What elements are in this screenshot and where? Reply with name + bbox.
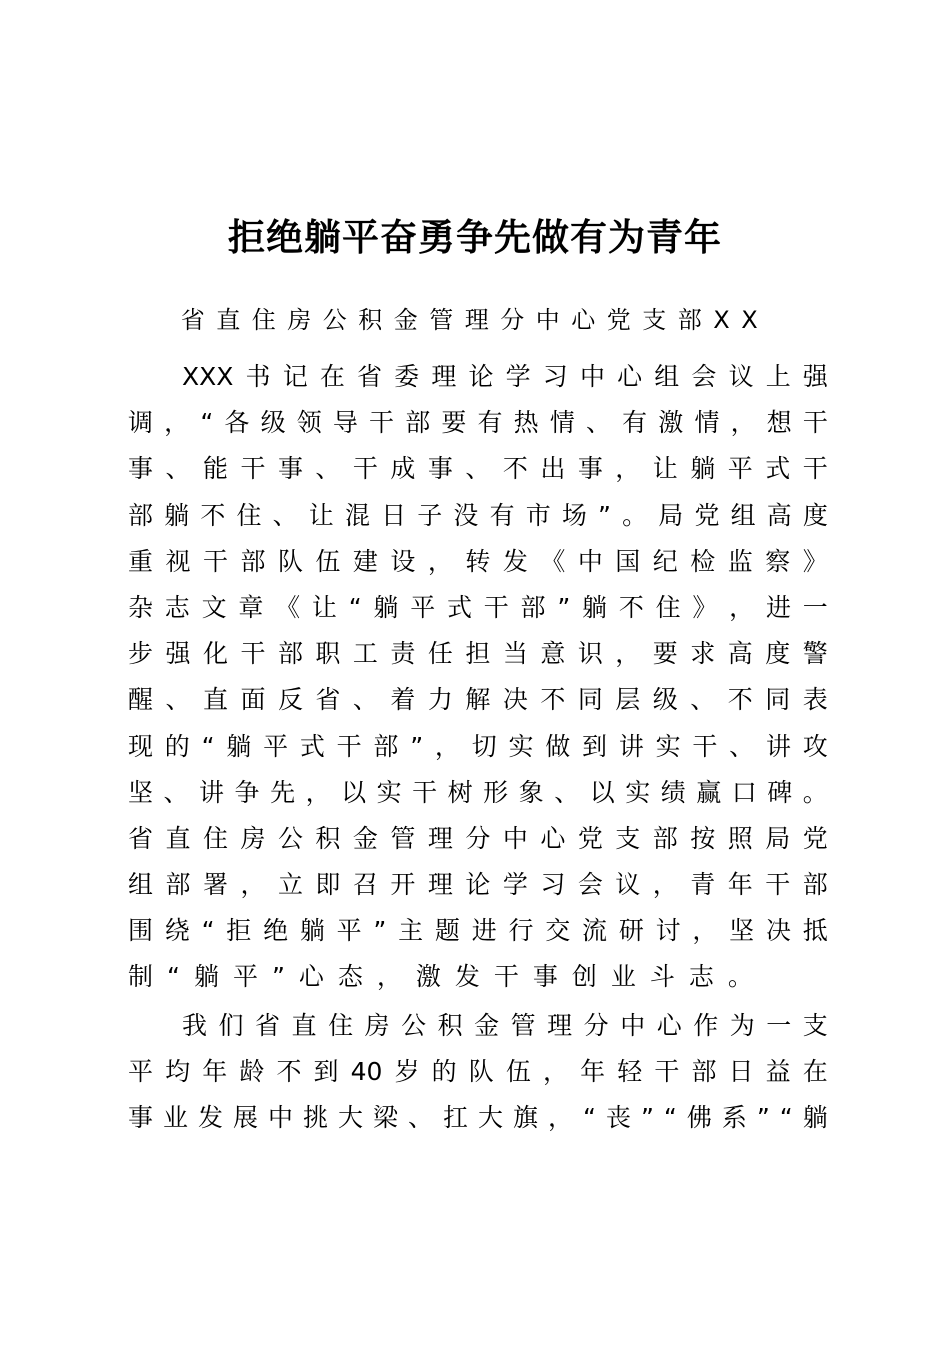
paragraph-2 [128, 1003, 828, 1142]
text-line: 我 们 省 直 住 房 公 积 金 管 理 分 中 心 作 为 一 支 [182, 1011, 828, 1040]
text-line: 事 业 发 展 中 挑 大 梁 、 扛 大 旗 ， “ 丧 ” “ 佛 系 ” “ 躺 [128, 1103, 828, 1133]
text-line: 重 视 干 部 队 伍 建 设 ， 转 发 《 中 国 纪 检 监 察 》 [128, 546, 828, 576]
text-line: 杂 志 文 章 《 让 “ 躺 平 式 干 部 ” 躺 不 住 》 ， 进 一 [128, 592, 828, 622]
text-line: 围 绕 “ 拒 绝 躺 平 ” 主 题 进 行 交 流 研 讨 ， 坚 决 抵 [128, 916, 828, 946]
text-line: XXX 书 记 在 省 委 理 论 学 习 中 心 组 会 议 上 强 [182, 362, 828, 391]
document-title: 拒绝躺平奋勇争先做有为青年 [228, 216, 722, 259]
paragraph-1 [128, 354, 828, 1001]
text-line: 坚 、 讲 争 先 ， 以 实 干 树 形 象 、 以 实 绩 赢 口 碑 。 [128, 777, 828, 807]
text-line: 组 部 署 ， 立 即 召 开 理 论 学 习 会 议 ， 青 年 干 部 [128, 870, 828, 900]
document-author: 省直住房公积金管理分中心党支部XX [180, 306, 770, 334]
text-line: 现 的 “ 躺 平 式 干 部 ” ， 切 实 做 到 讲 实 干 、 讲 攻 [128, 731, 828, 761]
text-line: 醒 、 直 面 反 省 、 着 力 解 决 不 同 层 级 、 不 同 表 [128, 685, 828, 715]
text-line: 部 躺 不 住 、 让 混 日 子 没 有 市 场 ” 。 局 党 组 高 度 [128, 500, 828, 530]
text-line: 事 、 能 干 事 、 干 成 事 、 不 出 事 ， 让 躺 平 式 干 [128, 454, 828, 484]
text-line: 步 强 化 干 部 职 工 责 任 担 当 意 识 ， 要 求 高 度 警 [128, 639, 828, 669]
text-line: 调 ， “ 各 级 领 导 干 部 要 有 热 情 、 有 激 情 ， 想 干 [128, 408, 828, 438]
text-line: 省 直 住 房 公 积 金 管 理 分 中 心 党 支 部 按 照 局 党 [128, 823, 828, 853]
text-line: 制“躺平”心态，激发干事创业斗志。 [128, 962, 767, 992]
text-line: 平 均 年 龄 不 到 40 岁 的 队 伍 ， 年 轻 干 部 日 益 在 [128, 1057, 828, 1087]
